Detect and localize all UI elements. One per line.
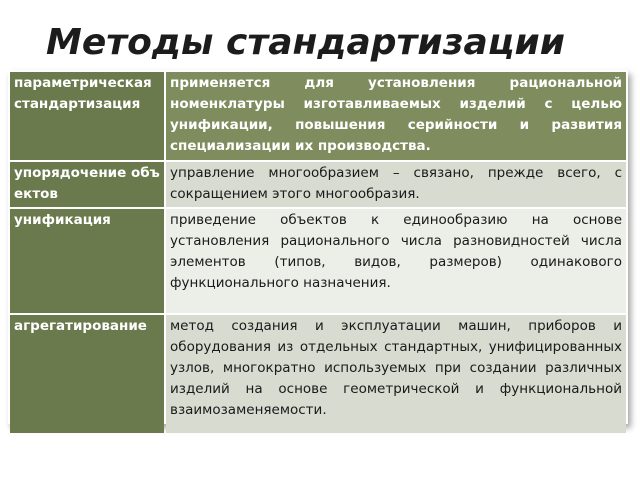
methods-table-grid	[8, 70, 628, 435]
slide-title: Методы стандартизации	[46, 22, 565, 63]
table-row	[10, 315, 626, 433]
term-cell: параметрическая стандартизация	[10, 72, 164, 160]
term-cell: агрегатирование	[10, 315, 164, 433]
methods-table	[8, 70, 628, 424]
table-row	[10, 162, 626, 207]
term-cell: унификация	[10, 209, 164, 313]
table-row	[10, 209, 626, 313]
definition-cell: применяется для установления рациональной номенклатуры изготавливаемых изделий с целью унификации, повышения серийности и развития специализации их производства.	[166, 72, 626, 160]
definition-cell: метод создания и эксплуатации машин, приборов и оборудования из отдельных стандартных, унифицированных узлов, многократно используемых при создании различных изделий на основе геометрической и функциональной взаимозаменяемости.	[166, 315, 626, 433]
definition-cell: приведение объектов к единообразию на основе установления рационального числа разновидностей числа элементов (типов, видов, размеров) одинакового функционального назначения.	[166, 209, 626, 313]
term-cell: упорядочение объектов	[10, 162, 164, 207]
definition-cell: управление многообразием – связано, прежде всего, с сокращением этого многообразия.	[166, 162, 626, 207]
table-row	[10, 72, 626, 160]
